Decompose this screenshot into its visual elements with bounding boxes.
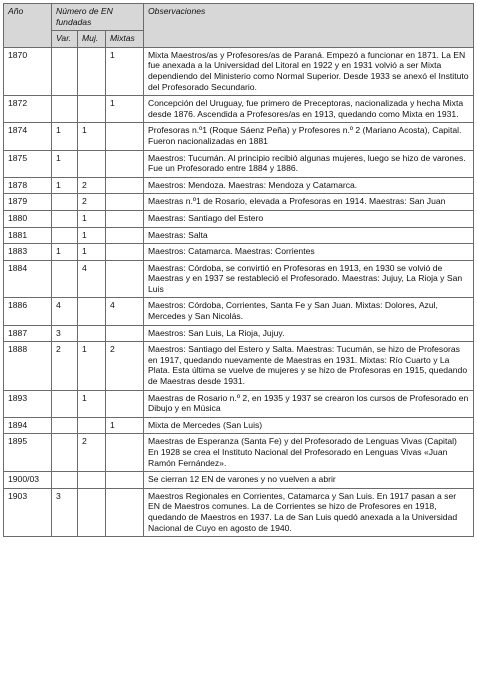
table-row: [4, 150, 474, 177]
cell-mixtas: [106, 260, 144, 298]
cell-muj: 1: [78, 210, 106, 227]
header-observations: Observaciones: [144, 4, 474, 48]
cell-observations: Maestras de Esperanza (Santa Fe) y del Profesorado de Lenguas Vivas (Capital) En 1928 se crea el Instituto Nacional del Profesorado en Lenguas Vivas «Juan Ramón Fernández».: [144, 434, 474, 472]
cell-observations: Maestras: Córdoba, se convirtió en Profesoras en 1913, en 1930 se volvió de Maestras y en 1937 se restableció el Profesorado. Maestras: Jujuy, La Rioja y San Luis: [144, 260, 474, 298]
cell-mixtas: 1: [106, 417, 144, 434]
table-row: [4, 488, 474, 536]
cell-year: 1883: [4, 244, 52, 261]
cell-muj: 1: [78, 123, 106, 150]
cell-mixtas: 4: [106, 298, 144, 325]
cell-year: 1894: [4, 417, 52, 434]
cell-muj: 2: [78, 177, 106, 194]
table-row: [4, 260, 474, 298]
cell-observations: Se cierran 12 EN de varones y no vuelven a abrir: [144, 472, 474, 489]
cell-year: 1887: [4, 325, 52, 342]
header-mixtas: Mixtas: [106, 31, 144, 48]
cell-year: 1872: [4, 96, 52, 123]
cell-observations: Maestros: Tucumán. Al principio recibió algunas mujeres, luego se hizo de varones. Fue un Profesorado entre 1884 y 1886.: [144, 150, 474, 177]
cell-mixtas: [106, 177, 144, 194]
cell-year: 1881: [4, 227, 52, 244]
cell-var: 1: [52, 177, 78, 194]
cell-var: 3: [52, 325, 78, 342]
cell-var: [52, 472, 78, 489]
cell-var: 1: [52, 150, 78, 177]
cell-mixtas: [106, 434, 144, 472]
table-row: [4, 96, 474, 123]
table-row: [4, 47, 474, 95]
cell-year: 1893: [4, 390, 52, 417]
cell-var: [52, 96, 78, 123]
table-row: [4, 244, 474, 261]
cell-mixtas: [106, 325, 144, 342]
cell-var: 1: [52, 123, 78, 150]
cell-observations: Maestros: Santiago del Estero y Salta. Maestras: Tucumán, se hizo de Profesoras en 1917, quedando nuevamente de Maestras en 1931. Mixtas: Río Cuarto y La Plata. Esta última se vuelve de mujeres y se hizo de Profesoras en 1915, quedando de Maestras desde 1931.: [144, 342, 474, 390]
normal-schools-table: [3, 3, 474, 537]
cell-year: 1884: [4, 260, 52, 298]
cell-muj: 2: [78, 194, 106, 211]
cell-observations: Maestras n.º1 de Rosario, elevada a Profesoras en 1914. Maestras: San Juan: [144, 194, 474, 211]
cell-var: 4: [52, 298, 78, 325]
cell-muj: [78, 325, 106, 342]
table-row: [4, 210, 474, 227]
table-row: [4, 123, 474, 150]
header-row: [4, 4, 474, 31]
cell-muj: [78, 150, 106, 177]
cell-var: [52, 260, 78, 298]
cell-var: [52, 227, 78, 244]
cell-observations: Profesoras n.º1 (Roque Sáenz Peña) y Profesores n.º 2 (Mariano Acosta), Capital. Fueron nacionalizadas en 1881: [144, 123, 474, 150]
header-var: Var.: [52, 31, 78, 48]
cell-var: [52, 434, 78, 472]
cell-var: [52, 210, 78, 227]
table-row: [4, 472, 474, 489]
cell-year: 1886: [4, 298, 52, 325]
cell-observations: Maestros: Mendoza. Maestras: Mendoza y Catamarca.: [144, 177, 474, 194]
cell-year: 1874: [4, 123, 52, 150]
cell-muj: [78, 96, 106, 123]
cell-mixtas: [106, 194, 144, 211]
cell-observations: Maestros: Córdoba, Corrientes, Santa Fe y San Juan. Mixtas: Dolores, Azul, Mercedes y San Nicolás.: [144, 298, 474, 325]
cell-year: 1875: [4, 150, 52, 177]
cell-var: 2: [52, 342, 78, 390]
cell-year: 1900/03: [4, 472, 52, 489]
cell-muj: [78, 298, 106, 325]
cell-muj: [78, 47, 106, 95]
cell-var: [52, 47, 78, 95]
header-muj: Muj.: [78, 31, 106, 48]
cell-var: 3: [52, 488, 78, 536]
cell-observations: Maestros: Catamarca. Maestras: Corrientes: [144, 244, 474, 261]
cell-mixtas: [106, 244, 144, 261]
cell-year: 1888: [4, 342, 52, 390]
cell-mixtas: [106, 488, 144, 536]
table-row: [4, 227, 474, 244]
cell-year: 1903: [4, 488, 52, 536]
cell-year: 1880: [4, 210, 52, 227]
cell-muj: 2: [78, 434, 106, 472]
cell-observations: Maestras de Rosario n.º 2, en 1935 y 1937 se crearon los cursos de Profesorado en Dibujo y en Música: [144, 390, 474, 417]
cell-muj: [78, 417, 106, 434]
table-row: [4, 194, 474, 211]
table-row: [4, 177, 474, 194]
cell-year: 1895: [4, 434, 52, 472]
cell-observations: Maestras: Salta: [144, 227, 474, 244]
table-row: [4, 390, 474, 417]
cell-muj: 1: [78, 227, 106, 244]
cell-year: 1878: [4, 177, 52, 194]
cell-muj: 1: [78, 342, 106, 390]
cell-mixtas: [106, 150, 144, 177]
cell-observations: Maestros Regionales en Corrientes, Catamarca y San Luis. En 1917 pasan a ser EN de Maestros comunes. La de Corrientes se hizo de Profesores en 1918, quedando de Maestros en 1937. La de San Luis quedó anexada a la Universidad Nacional de Cuyo en agosto de 1940.: [144, 488, 474, 536]
table-row: [4, 434, 474, 472]
header-count-title: Número de EN fundadas: [52, 4, 144, 31]
table-row: [4, 325, 474, 342]
cell-var: 1: [52, 244, 78, 261]
table-body: [4, 47, 474, 536]
cell-year: 1870: [4, 47, 52, 95]
cell-observations: Mixta Maestros/as y Profesores/as de Paraná. Empezó a funcionar en 1871. La EN fue anexada a la Universidad del Litoral en 1922 y en 1931 volvió a ser Mixta dependiendo del Ministerio como Normal Superior. Desde 1933 se anexó el Instituto del Profesorado Secundario.: [144, 47, 474, 95]
cell-muj: [78, 488, 106, 536]
cell-mixtas: [106, 227, 144, 244]
cell-muj: [78, 472, 106, 489]
cell-mixtas: 1: [106, 47, 144, 95]
cell-mixtas: 2: [106, 342, 144, 390]
table-row: [4, 417, 474, 434]
header-year: Año: [4, 4, 52, 48]
cell-mixtas: [106, 210, 144, 227]
cell-mixtas: [106, 472, 144, 489]
table-row: [4, 342, 474, 390]
cell-mixtas: 1: [106, 96, 144, 123]
cell-mixtas: [106, 123, 144, 150]
cell-var: [52, 390, 78, 417]
cell-var: [52, 194, 78, 211]
cell-muj: 1: [78, 244, 106, 261]
cell-observations: Maestros: San Luis, La Rioja, Jujuy.: [144, 325, 474, 342]
cell-var: [52, 417, 78, 434]
cell-muj: 4: [78, 260, 106, 298]
cell-observations: Concepción del Uruguay, fue primero de Preceptoras, nacionalizada y hecha Mixta desde 1876. Ascendida a Profesores/as en 1913, quedando como Mixta en 1931.: [144, 96, 474, 123]
cell-year: 1879: [4, 194, 52, 211]
cell-observations: Mixta de Mercedes (San Luis): [144, 417, 474, 434]
cell-mixtas: [106, 390, 144, 417]
cell-observations: Maestras: Santiago del Estero: [144, 210, 474, 227]
table-row: [4, 298, 474, 325]
cell-muj: 1: [78, 390, 106, 417]
